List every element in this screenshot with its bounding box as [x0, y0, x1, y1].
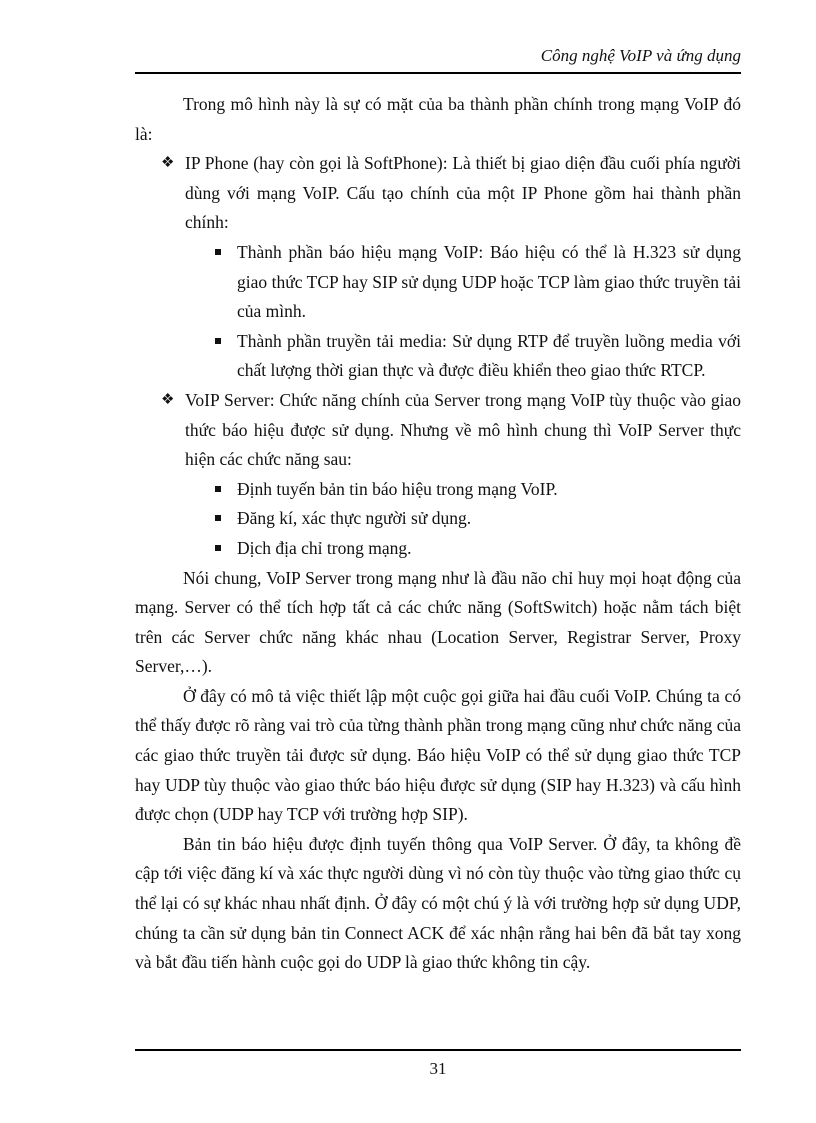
paragraph-call-setup: Ở đây có mô tả việc thiết lập một cuộc gọi giữa hai đầu cuối VoIP. Chúng ta có thể thấy được rõ ràng vai trò của từng thành phần trong mạng cũng như chức năng của các giao thức truyền tải được sử dụng. Báo hiệu VoIP có thể sử dụng giao thức TCP hay UDP tùy thuộc vào giao thức báo hiệu được sử dụng (SIP hay H.323) và cấu hình được chọn (UDP hay TCP với trường hợp SIP).: [135, 685, 741, 825]
sub-bullet-registration-text: Đăng kí, xác thực người sử dụng.: [237, 508, 472, 529]
page-header: [135, 44, 741, 74]
bullet-ip-phone-text: IP Phone (hay còn gọi là SoftPhone): Là thiết bị giao diện đầu cuối phía người dùng với mạng VoIP. Cấu tạo chính của một IP Phone gồm hai thành phần chính:: [185, 153, 741, 233]
header-title: Công nghệ VoIP và ứng dụng: [540, 46, 741, 65]
sub-bullet-address-translation-text: Dịch địa chỉ trong mạng.: [237, 537, 412, 558]
square-bullet-icon: [215, 545, 221, 551]
square-bullet-icon: [215, 249, 221, 255]
square-bullet-icon: [215, 515, 221, 521]
paragraph-server-role: Nói chung, VoIP Server trong mạng như là đầu não chỉ huy mọi hoạt động của mạng. Server có thể tích hợp tất cả các chức năng (SoftSwitch) hoặc nằm tách biệt trên các Server chức năng khác nhau (Location Server, Registrar Server, Proxy Server,…).: [135, 567, 741, 677]
sub-bullet-routing: [135, 475, 741, 505]
sub-bullet-media: [135, 327, 741, 386]
paragraph-signaling-routing: Bản tin báo hiệu được định tuyến thông qua VoIP Server. Ở đây, ta không đề cập tới việc đăng kí và xác thực người dùng vì nó còn tùy thuộc vào từng giao thức cụ thể lại có sự khác nhau nhất định. Ở đây có một chú ý là với trường hợp sử dụng UDP, chúng ta cần sử dụng bản tin Connect ACK để xác nhận rằng hai bên đã bắt tay xong và bắt đầu tiến hành cuộc gọi do UDP là giao thức không tin cậy.: [135, 833, 741, 973]
sub-bullet-registration: [135, 504, 741, 534]
bullet-ip-phone: [135, 149, 741, 238]
sub-bullet-routing-text: Định tuyến bản tin báo hiệu trong mạng VoIP.: [237, 478, 558, 499]
square-bullet-icon: [215, 338, 221, 344]
sub-bullet-address-translation: [135, 534, 741, 564]
bullet-voip-server: [135, 386, 741, 475]
diamond-bullet-icon: ❖: [161, 155, 175, 172]
page-content: [135, 90, 741, 978]
sub-bullet-signaling-text: Thành phần báo hiệu mạng VoIP: Báo hiệu có thể là H.323 sử dụng giao thức TCP hay SIP sử dụng UDP hoặc TCP làm giao thức truyền tải của mình.: [237, 241, 741, 322]
diamond-bullet-icon: ❖: [161, 391, 175, 408]
bullet-voip-server-text: VoIP Server: Chức năng chính của Server trong mạng VoIP tùy thuộc vào giao thức báo hiệu được sử dụng. Nhưng về mô hình chung thì VoIP Server thực hiện các chức năng sau:: [185, 389, 741, 470]
sub-bullet-media-text: Thành phần truyền tải media: Sử dụng RTP để truyền luồng media với chất lượng thời gian thực và được điều khiển theo giao thức RTCP.: [237, 330, 741, 381]
paragraph-intro: Trong mô hình này là sự có mặt của ba thành phần chính trong mạng VoIP đó là:: [135, 94, 741, 144]
square-bullet-icon: [215, 486, 221, 492]
page-footer: [135, 1049, 741, 1079]
sub-bullet-signaling: [135, 238, 741, 327]
page-number: 31: [429, 1059, 447, 1078]
